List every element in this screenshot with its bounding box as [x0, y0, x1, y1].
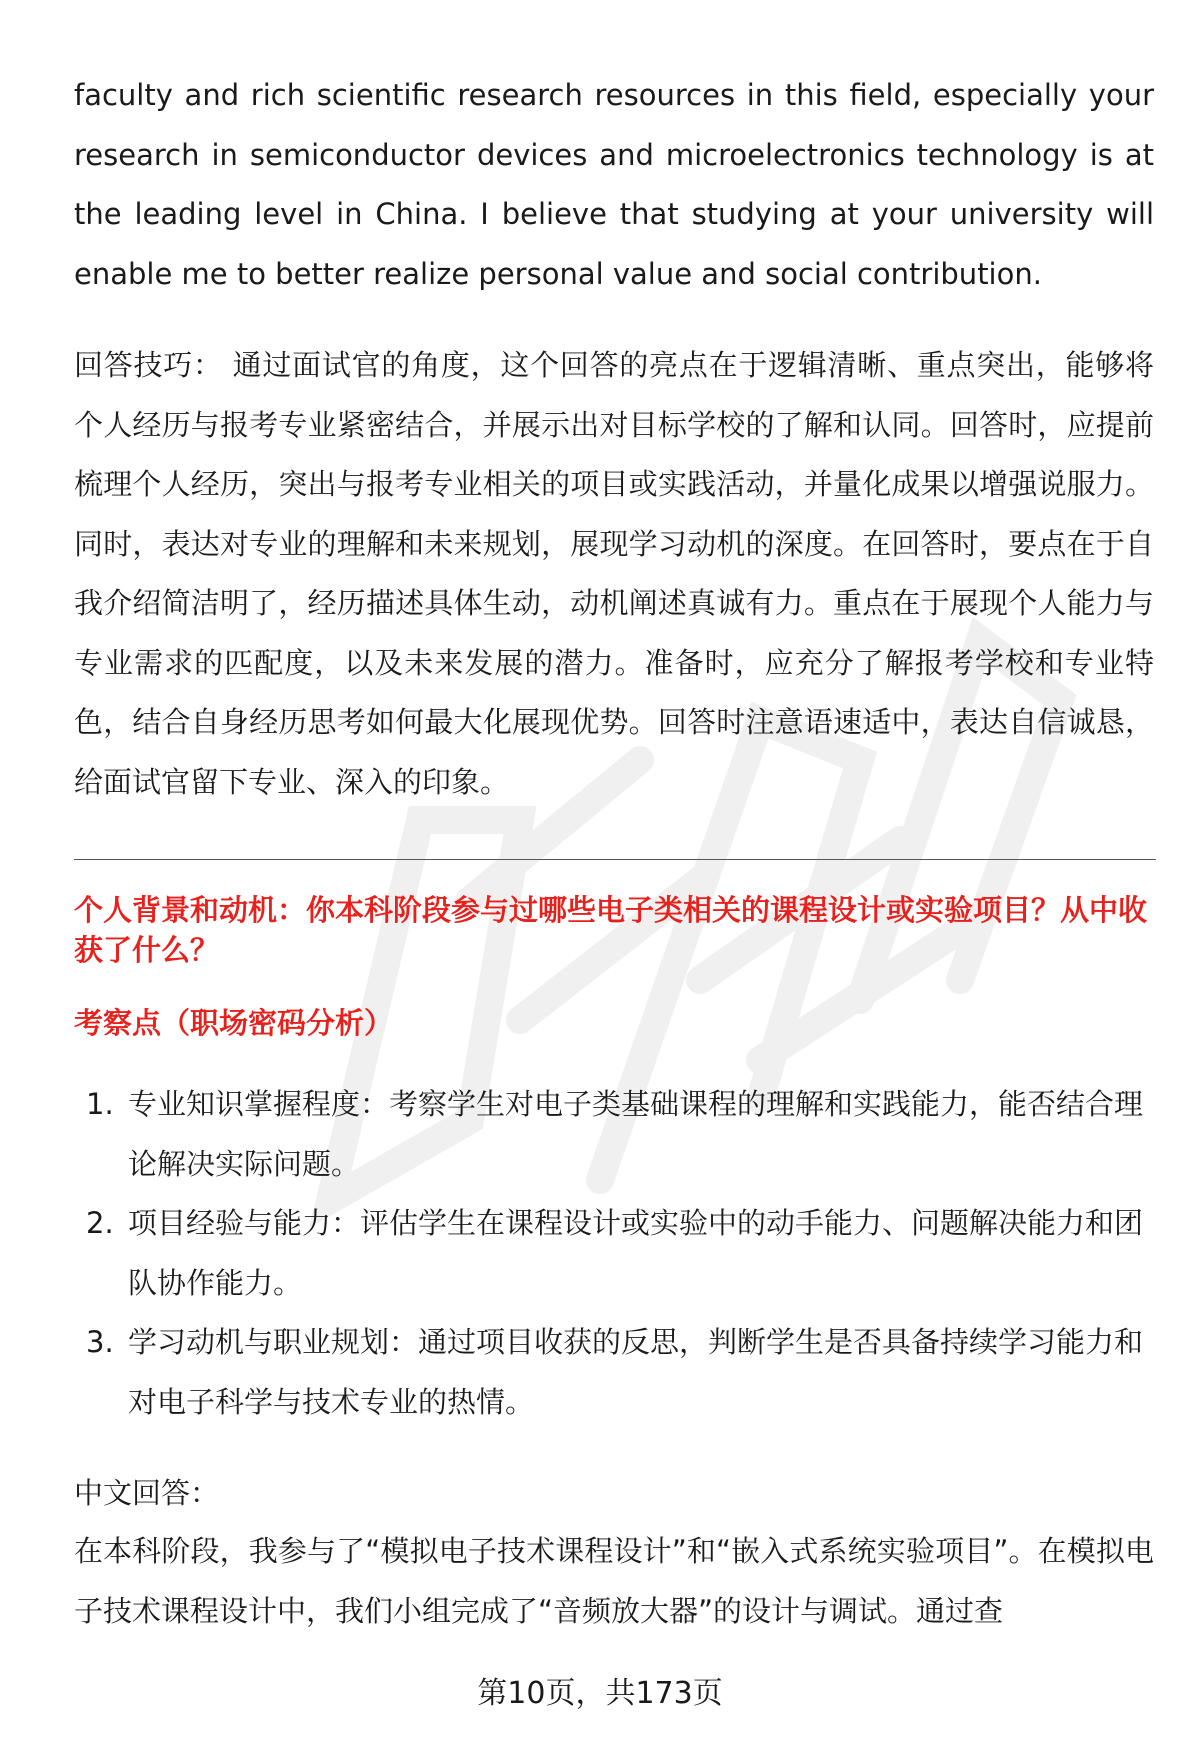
list-item-text: 学习动机与职业规划：通过项目收获的反思，判断学生是否具备持续学习能力和对电子科学与技术专业的热情。 [128, 1325, 1144, 1419]
question-title: 个人背景和动机：你本科阶段参与过哪些电子类相关的课程设计或实验项目？从中收获了什么？ [74, 893, 1148, 967]
chinese-answer-label: 中文回答： [74, 1476, 220, 1510]
list-item [74, 1194, 1156, 1313]
list-item-text: 项目经验与能力：评估学生在课程设计或实验中的动手能力、问题解决能力和团队协作能力。 [128, 1206, 1144, 1300]
chinese-answer-paragraph: 在本科阶段，我参与了“模拟电子技术课程设计”和“嵌入式系统实验项目”。在模拟电子技术课程设计中，我们小组完成了“音频放大器”的设计与调试。通过查 [74, 1534, 1154, 1628]
list-item [74, 1075, 1156, 1194]
key-points-list [74, 1075, 1156, 1432]
list-item-number: 2. [86, 1206, 114, 1240]
list-item [74, 1313, 1156, 1432]
english-answer-paragraph: faculty and rich scientific research resources in this field, especially your research in semiconductor devices and microelectronics technology is at the leading level in China. I believe that studying at your university will enable me to better realize personal value and social contribution. [74, 78, 1154, 291]
key-points-heading: 考察点（职场密码分析） [74, 1006, 394, 1040]
list-item-number: 1. [86, 1087, 114, 1121]
list-item-number: 3. [86, 1325, 114, 1359]
answer-tips-paragraph: 回答技巧： 通过面试官的角度，这个回答的亮点在于逻辑清晰、重点突出，能够将个人经历与报考专业紧密结合，并展示出对目标学校的了解和认同。回答时，应提前梳理个人经历，突出与报考专业相关的项目或实践活动，并量化成果以增强说服力。同时，表达对专业的理解和未来规划，展现学习动机的深度。在回答时，要点在于自我介绍简洁明了，经历描述具体生动，动机阐述真诚有力。重点在于展现个人能力与专业需求的匹配度，以及未来发展的潜力。准备时，应充分了解报考学校和专业特色，结合自身经历思考如何最大化展现优势。回答时注意语速适中，表达自信诚恳，给面试官留下专业、深入的印象。 [74, 348, 1154, 799]
section-divider [74, 859, 1156, 860]
list-item-text: 专业知识掌握程度：考察学生对电子类基础课程的理解和实践能力，能否结合理论解决实际问题。 [128, 1087, 1144, 1181]
page-number-footer: 第10页，共173页 [477, 1676, 723, 1711]
